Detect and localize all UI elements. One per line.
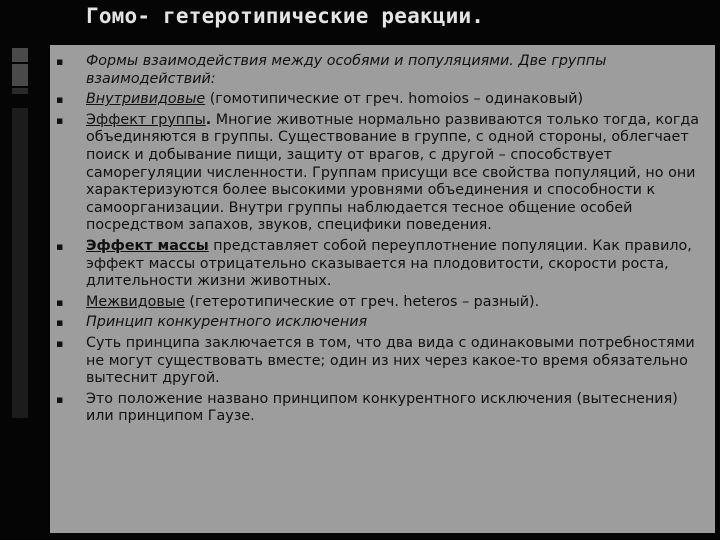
list-item-lead: Внутривидовые — [86, 91, 206, 108]
list-item — [56, 294, 707, 312]
list-item — [56, 335, 707, 388]
bullet-list — [56, 53, 707, 426]
content-panel — [50, 45, 715, 533]
bullet-square-icon: ▪ — [56, 55, 64, 68]
list-item — [56, 238, 707, 291]
bullet-square-icon: ▪ — [56, 336, 64, 350]
list-item-lead-dot: . — [205, 111, 212, 128]
list-item-lead: Межвидовые — [86, 293, 185, 310]
list-item — [56, 112, 707, 235]
list-item — [56, 53, 707, 88]
list-item-text: Формы взаимодействия между особями и популяциями. Две группы взаимодействий: — [86, 53, 607, 87]
bullet-square-icon: ▪ — [56, 113, 64, 127]
list-item — [56, 91, 707, 109]
list-item-text: представляет собой переуплотнение популяции. Как правило, эффект массы отрицательно сказывается на плодовитости, скорости роста, длительности жизни животных. — [86, 237, 692, 290]
slide-title: Гомо- гетеротипические реакции. — [86, 4, 485, 28]
bullet-square-icon: ▪ — [56, 392, 64, 406]
decorative-side-bars — [12, 48, 32, 418]
list-item — [56, 314, 707, 332]
list-item-text: Принцип конкурентного исключения — [86, 314, 368, 331]
bullet-square-icon: ▪ — [56, 316, 64, 330]
bullet-square-icon: ▪ — [56, 295, 64, 309]
list-item-lead: Эффект группы — [86, 111, 206, 128]
list-item-text: (гетеротипические от греч. heteros – разный). — [184, 293, 540, 310]
bullet-square-icon: ▪ — [56, 239, 64, 253]
bullet-square-icon: ▪ — [56, 93, 64, 107]
list-item-lead: Эффект массы — [86, 237, 209, 254]
list-item — [56, 391, 707, 426]
list-item-text: Многие животные нормально развиваются только тогда, когда объединяются в группы. Существование в группе, с одной стороны, облегчает поиск и добывание пищи, защиту от врагов, с другой – способствует саморегуляции численности. Группам присущи все свойства популяций, но они характеризуются более высокими уровнями объединения и способности к самоорганизации. Внутри группы наблюдается тесное общение особей посредством запахов, звуков, специфики поведения. — [86, 111, 700, 234]
list-item-text: Суть принципа заключается в том, что два вида с одинаковыми потребностями не могут существовать вместе; один из них через какое-то время обязательно вытеснит другой. — [86, 334, 695, 387]
list-item-text: (гомотипические от греч. homoios – одинаковый) — [205, 91, 584, 108]
list-item-text: Это положение названо принципом конкурентного исключения (вытеснения) или принципом Гаузе. — [86, 390, 678, 425]
